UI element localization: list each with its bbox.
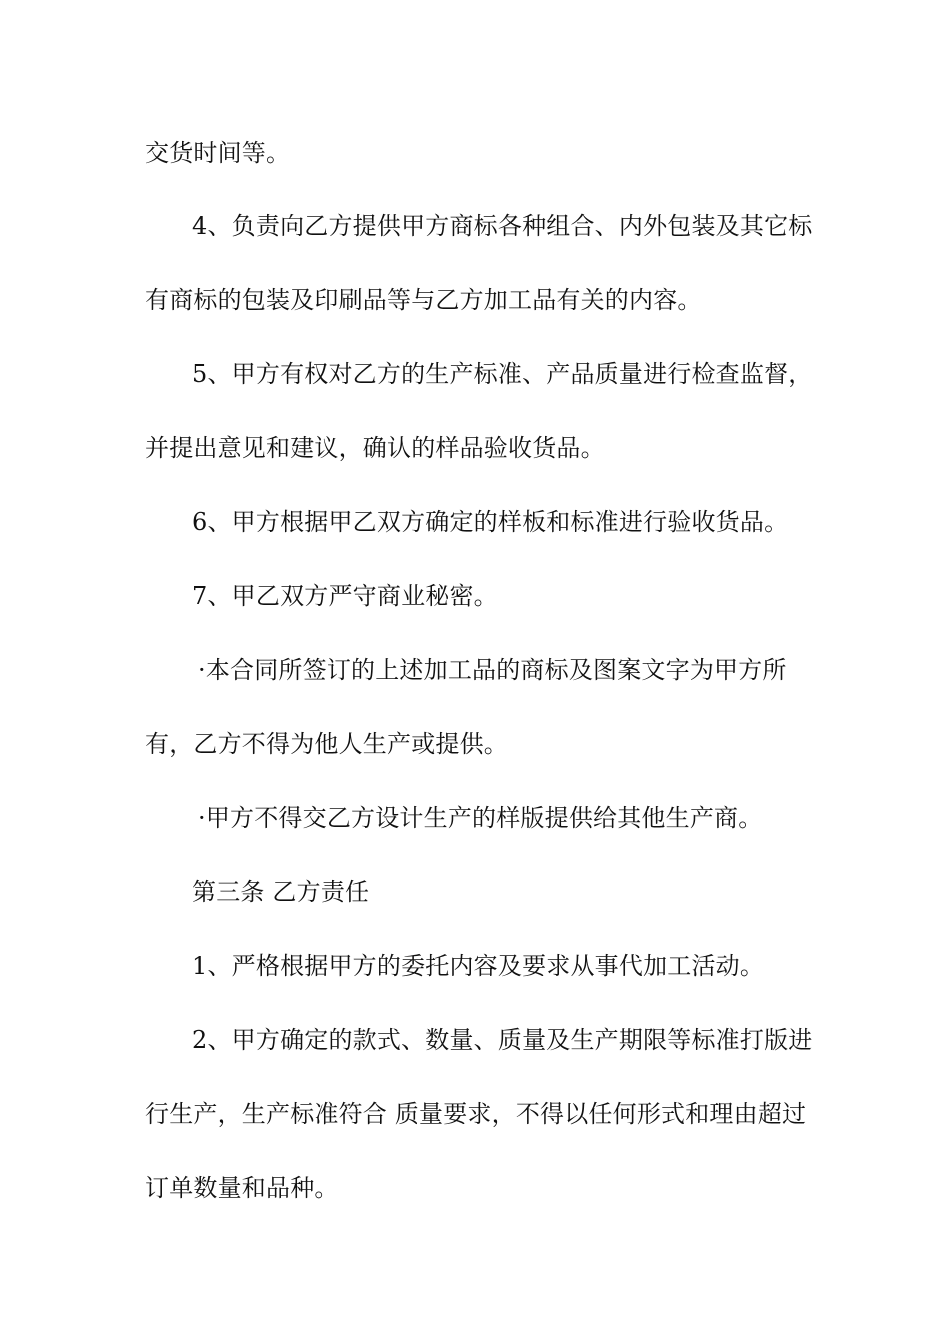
bullet-trademark-line-2: 有，乙方不得为他人生产或提供。 — [145, 730, 508, 758]
party-b-clause-2-line-2: 行生产，生产标准符合 质量要求，不得以任何形式和理由超过 — [145, 1100, 807, 1128]
party-b-clause-1-line: 1、严格根据甲方的委托内容及要求从事代加工活动。 — [192, 952, 765, 980]
clause-4-line-1: 4、负责向乙方提供甲方商标各种组合、内外包装及其它标 — [192, 212, 813, 240]
text-line-delivery-time: 交货时间等。 — [145, 139, 291, 167]
bullet-sample-line: ·甲方不得交乙方设计生产的样版提供给其他生产商。 — [198, 804, 763, 832]
party-b-clause-2-line-1: 2、甲方确定的款式、数量、质量及生产期限等标准打版进 — [192, 1026, 813, 1054]
article-3-heading: 第三条 乙方责任 — [192, 878, 370, 906]
clause-5-line-1: 5、甲方有权对乙方的生产标准、产品质量进行检查监督， — [192, 360, 813, 388]
party-b-clause-2-line-3: 订单数量和品种。 — [145, 1174, 339, 1202]
clause-5-line-2: 并提出意见和建议，确认的样品验收货品。 — [145, 434, 605, 462]
clause-6-line: 6、甲方根据甲乙双方确定的样板和标准进行验收货品。 — [192, 508, 789, 536]
clause-4-line-2: 有商标的包装及印刷品等与乙方加工品有关的内容。 — [145, 286, 702, 314]
bullet-trademark-line-1: ·本合同所签订的上述加工品的商标及图案文字为甲方所 — [198, 656, 787, 684]
clause-7-line: 7、甲乙双方严守商业秘密。 — [192, 582, 498, 610]
